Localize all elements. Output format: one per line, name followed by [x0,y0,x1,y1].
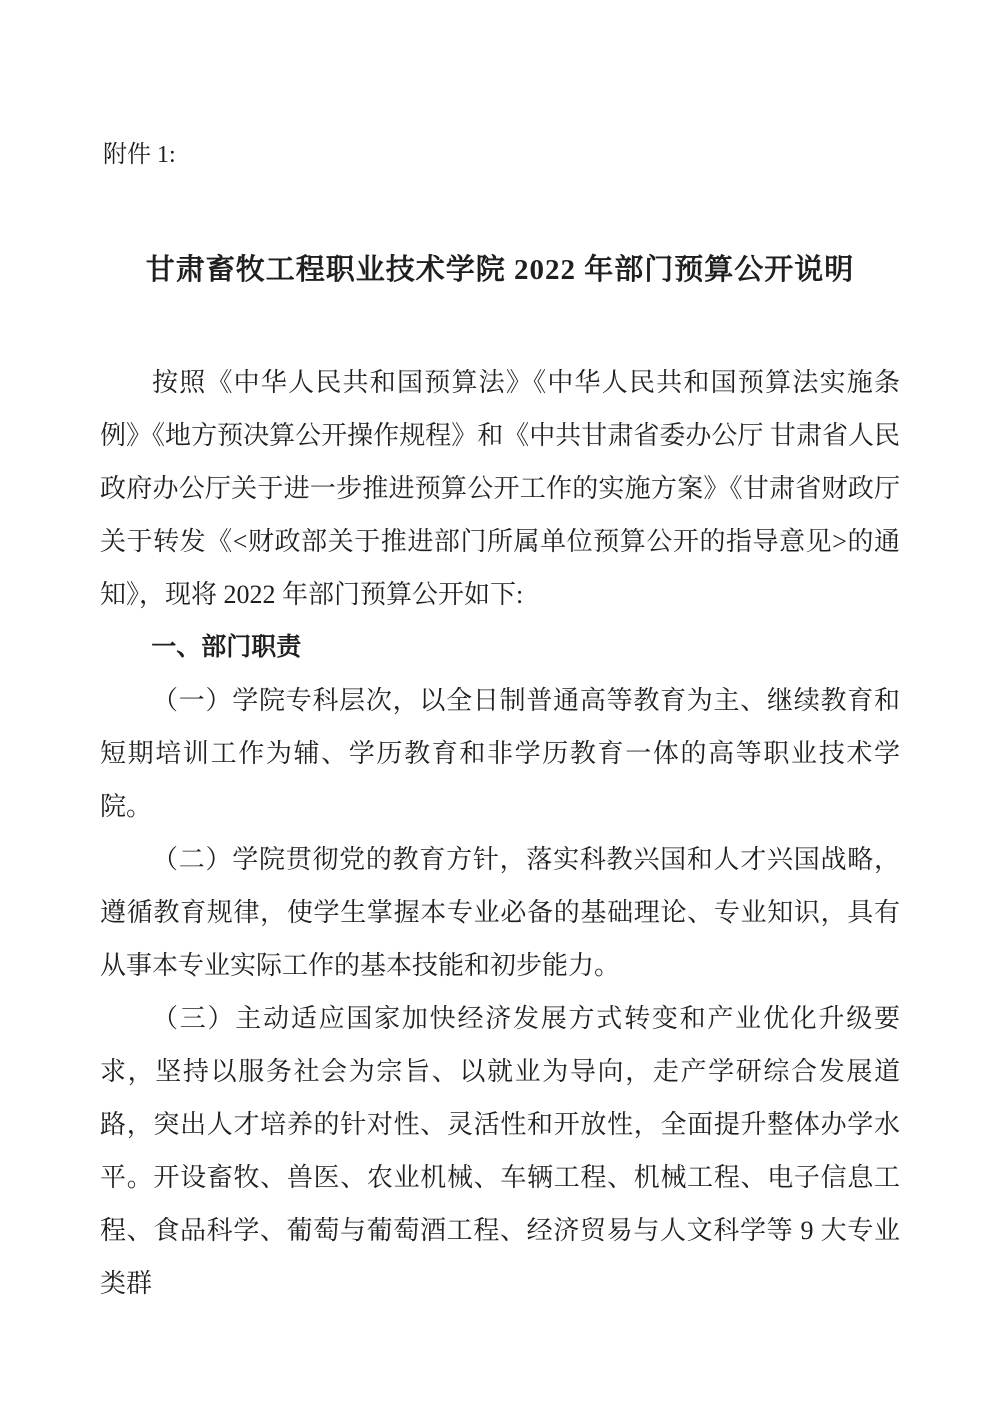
duty-paragraph-3: （三）主动适应国家加快经济发展方式转变和产业优化升级要求，坚持以服务社会为宗旨、以就业为导向，走产学研综合发展道路，突出人才培养的针对性、灵活性和开放性，全面提升整体办学水平。开设畜牧、兽医、农业机械、车辆工程、机械工程、电子信息工程、食品科学、葡萄与葡萄酒工程、经济贸易与人文科学等 9 大专业类群 [100,1004,900,1298]
intro-paragraph: 按照《中华人民共和国预算法》《中华人民共和国预算法实施条例》《地方预决算公开操作规程》和《中共甘肃省委办公厅 甘肃省人民政府办公厅关于进一步推进预算公开工作的实施方案》《甘肃省财政厅关于转发《<财政部关于推进部门所属单位预算公开的指导意见>的通知》，现将 2022 年部门预算公开如下: [100,368,900,609]
duty-paragraph-1: （一）学院专科层次，以全日制普通高等教育为主、继续教育和短期培训工作为辅、学历教育和非学历教育一体的高等职业技术学院。 [100,686,900,821]
section-heading-department-duties: 一、部门职责 [151,633,302,661]
duty-paragraph-2: （二）学院贯彻党的教育方针，落实科教兴国和人才兴国战略，遵循教育规律，使学生掌握本专业必备的基础理论、专业知识，具有从事本专业实际工作的基本技能和初步能力。 [100,845,900,980]
document-body [100,356,900,1310]
attachment-label: 附件 1: [103,142,176,168]
document-title: 甘肃畜牧工程职业技术学院 2022 年部门预算公开说明 [145,254,855,286]
